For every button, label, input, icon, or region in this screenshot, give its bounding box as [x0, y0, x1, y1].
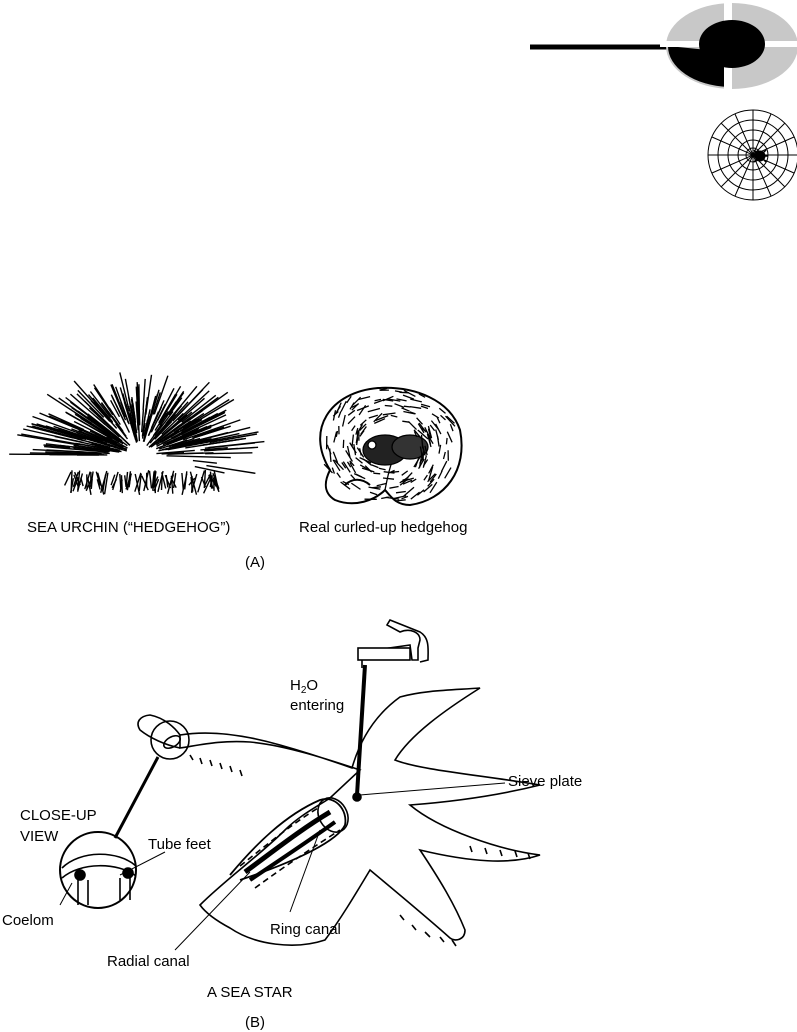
water-entering-label: $H_2O$: [290, 677, 318, 700]
water-entering-label-line2: entering: [290, 697, 344, 715]
closeup-label-line2: VIEW: [20, 828, 58, 846]
spider-web-icon: [708, 110, 797, 200]
tube-feet-label: Tube feet: [148, 836, 211, 854]
sea-star-title: A SEA STAR: [207, 984, 293, 1002]
panel-b-label: (B): [245, 1014, 265, 1032]
panel-a-label: (A): [245, 554, 265, 572]
closeup-label-line1: CLOSE-UP: [20, 807, 97, 825]
sieve-plate-label: Sieve plate: [508, 773, 582, 791]
sea-urchin-drawing: [9, 372, 264, 495]
hedgehog-drawing: [320, 388, 461, 505]
ring-canal-label: Ring canal: [270, 921, 341, 939]
radial-canal-label: Radial canal: [107, 953, 190, 971]
hedgehog-label: Real curled-up hedgehog: [299, 519, 467, 537]
coelom-label: Coelom: [2, 912, 54, 930]
sea-urchin-label: SEA URCHIN (“HEDGEHOG”): [27, 519, 230, 537]
chapter-badge-icon: [660, 0, 797, 95]
sea-star-drawing: [60, 620, 540, 950]
